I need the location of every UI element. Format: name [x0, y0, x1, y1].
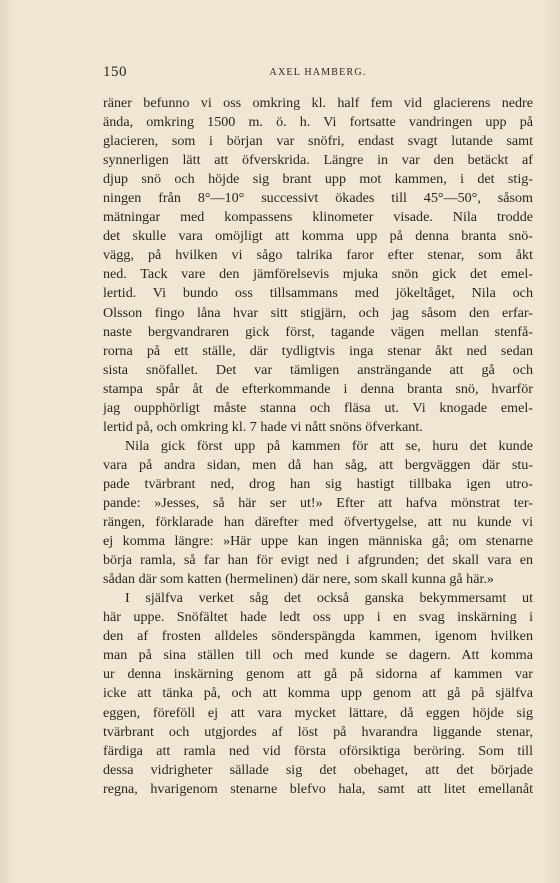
text-line: tvärbrant och utgjordes af löst på hvarandra liggande stenar,	[103, 723, 533, 740]
text-line: ur denna inskärning genom att gå på sidorna af kammen var	[103, 666, 533, 683]
text-line: pande: »Jesses, så här ser ut!» Efter att hafva mönstrat ter-	[103, 494, 533, 511]
text-line: jag oupphörligt måste stanna och fläsa ut. Vi knogade emel-	[103, 399, 533, 416]
running-head: AXEL HAMBERG.	[269, 67, 367, 78]
text-line: räner befunno vi oss omkring kl. half fem vid glacierens nedre	[103, 95, 533, 111]
text-line: lertid. Vi bundo oss tillsammans med jökeltåget, Nila och	[103, 285, 533, 302]
text-line: ningen från 8°—10° successivt ökades till 45°—50°, såsom	[103, 190, 533, 207]
text-line: icke att tänka på, och att komma upp genom att gå på själfva	[103, 685, 533, 702]
text-line: den af frosten alldeles sönderspängda kammen, igenom hvilken	[103, 628, 533, 645]
text-line: rängen, förklarade han därefter med öfvertygelse, att nu kunde vi	[103, 514, 533, 531]
text-line: Nila gick först upp på kammen för att se, huru det kunde	[125, 437, 533, 454]
text-line: regna, hvarigenom stenarne blefvo hala, samt att litet emellanåt	[103, 780, 533, 797]
text-line: ned. Tack vare den jämförelsevis mjuka snön gick det emel-	[103, 266, 533, 283]
text-line: sådan där som katten (hermelinen) där nere, som skall kunna gå här.»	[103, 571, 494, 588]
text-line: pade tvärbrant ned, drog han sig hastigt tillbaka igen utro-	[103, 475, 533, 492]
text-line: sista snöfallet. Det var tämligen ansträngande att gå och	[103, 361, 533, 378]
text-line: djup snö och höjde sig brant upp mot kammen, i det stig-	[103, 171, 533, 188]
text-line: naste bergvandraren gick först, tagande vägen mellan stenfå-	[103, 323, 533, 340]
text-line: synnerligen lätt att öfverskrida. Längre in var den betäckt af	[103, 152, 533, 169]
text-line: ej komma längre: »Här uppe kan ingen människa gå; om stenarne	[103, 533, 533, 550]
text-line: dessa vidrigheter sällade sig det obehaget, att det började	[103, 761, 533, 778]
page-header	[103, 64, 533, 84]
text-line: I själfva verket såg det också ganska bekymmersamt ut	[125, 590, 533, 607]
text-line: det skulle vara omöjligt att komma upp på denna branta snö-	[103, 228, 533, 245]
page-number: 150	[103, 64, 127, 80]
text-line: Olsson fingo låna hvar sitt stigjärn, och jag såsom den erfar-	[103, 304, 533, 321]
text-line: lertid på, och omkring kl. 7 hade vi nått snöns öfverkant.	[103, 418, 423, 435]
text-line: glacieren, som i början var snöfri, endast svagt lutande samt	[103, 133, 533, 150]
text-line: eggen, föreföll ej att vara mycket lättare, då eggen höjde sig	[103, 704, 533, 721]
text-line: börja ramla, så far han för evigt ned i afgrunden; det skall vara en	[103, 552, 533, 569]
text-line: vara på andra sidan, men då han såg, att bergväggen där stu-	[103, 456, 533, 473]
text-line: rorna på ett ställe, där tydligtvis inga stenar åkt ned sedan	[103, 342, 533, 359]
text-line: här uppe. Snöfältet hade ledt oss upp i en svag inskärning i	[103, 609, 533, 626]
text-line: färdiga att ramla ned vid första oförsiktiga beröring. Som till	[103, 742, 533, 759]
text-line: mätningar med kompassens klinometer visade. Nila trodde	[103, 209, 533, 226]
text-line: ända, omkring 1500 m. ö. h. Vi fortsatte vandringen upp på	[103, 114, 533, 131]
text-line: man på sina ställen till och med kunde se dagern. Att komma	[103, 647, 533, 664]
text-line: vägg, på hvilken vi sågo talrika faror efter stenar, som åkt	[103, 247, 533, 264]
text-line: stampa spår åt de efterkommande i denna branta snö, hvarför	[103, 380, 533, 397]
body-text	[103, 94, 533, 799]
